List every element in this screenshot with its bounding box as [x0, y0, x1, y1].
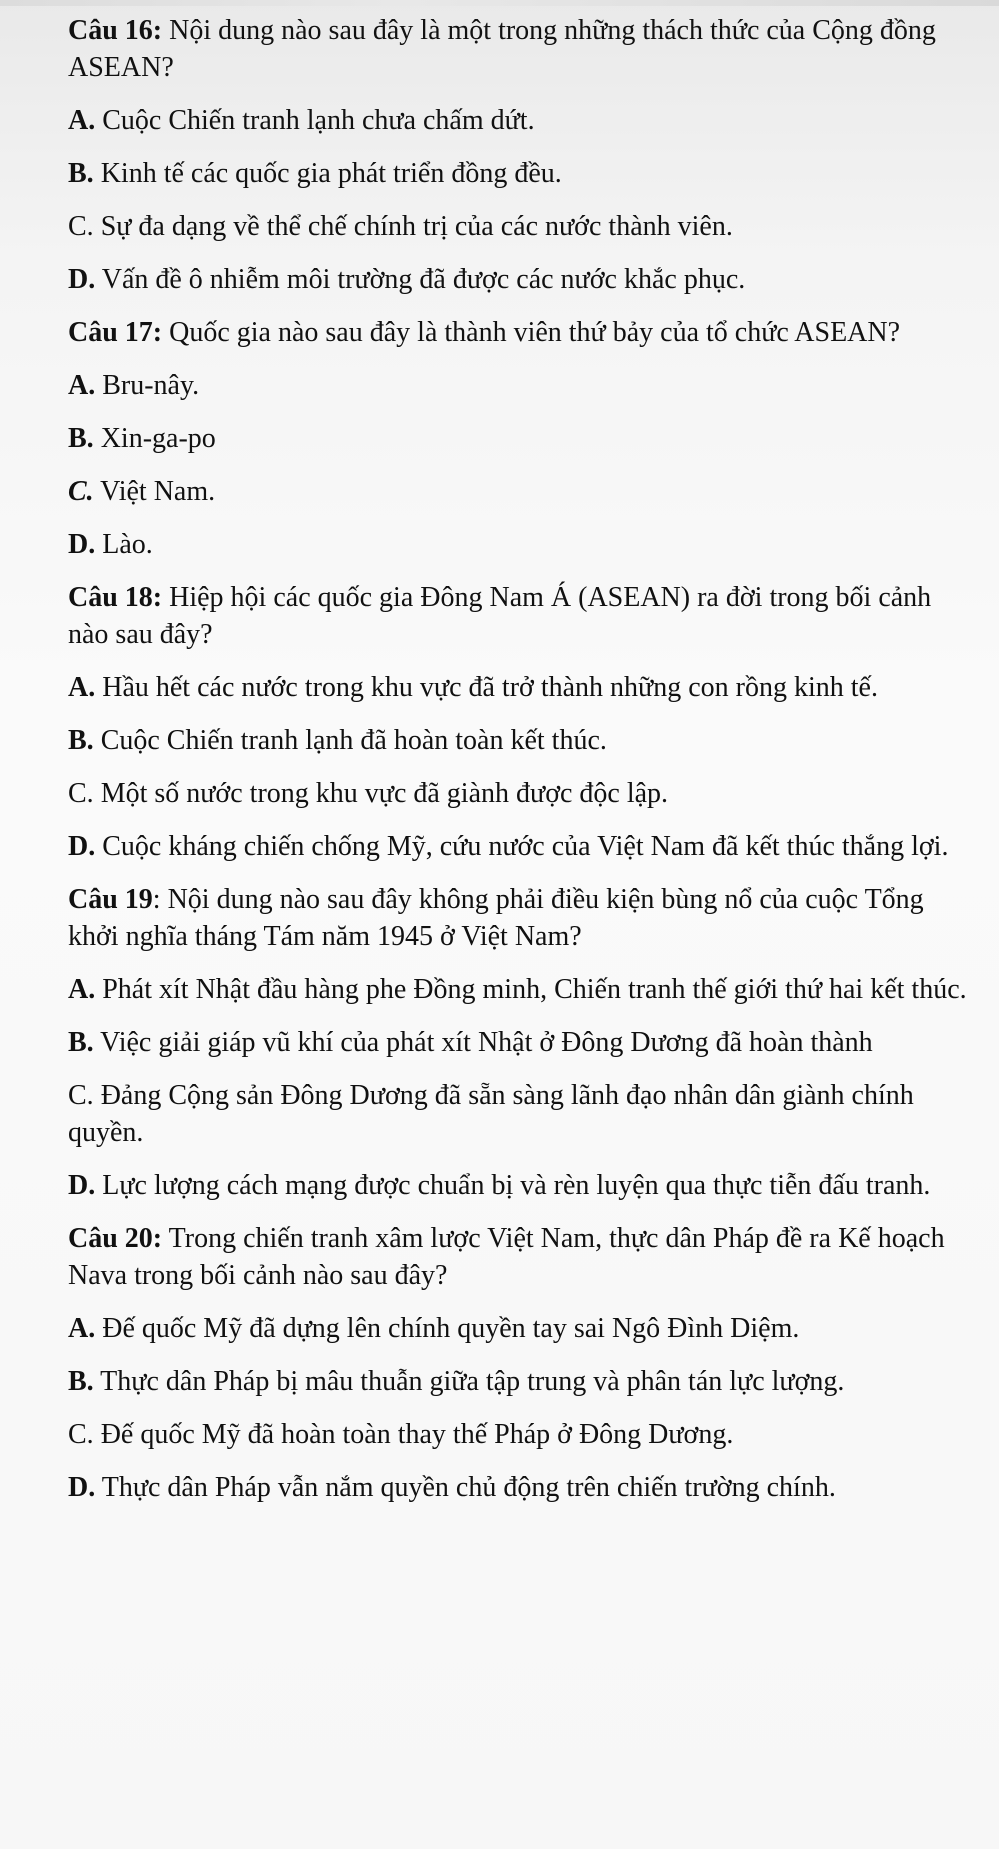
option-label: B.	[68, 1366, 94, 1397]
question-20	[68, 1220, 978, 1294]
option-label: B.	[68, 725, 94, 756]
question-number: Câu 17:	[68, 317, 163, 348]
option-a	[68, 971, 978, 1008]
option-d	[68, 1469, 978, 1506]
question-18	[68, 579, 978, 653]
option-c	[68, 1416, 978, 1453]
option-b	[68, 1024, 978, 1061]
option-label: B.	[68, 158, 94, 189]
option-a	[68, 367, 978, 404]
question-19	[68, 881, 978, 955]
option-text: Cuộc kháng chiến chống Mỹ, cứu nước của Việt Nam đã kết thúc thắng lợi.	[95, 831, 949, 862]
option-label: A.	[68, 105, 96, 136]
question-number: Câu 18:	[68, 582, 163, 613]
option-label: D.	[68, 831, 96, 862]
option-d	[68, 261, 978, 298]
option-label: A.	[68, 974, 96, 1005]
option-b	[68, 1363, 978, 1400]
option-text: Thực dân Pháp vẫn nắm quyền chủ động trên chiến trường chính.	[95, 1472, 836, 1503]
question-text: Trong chiến tranh xâm lược Việt Nam, thực dân Pháp đề ra Kế hoạch Nava trong bối cảnh nào sau đây?	[68, 1223, 945, 1291]
question-16	[68, 12, 978, 86]
option-a	[68, 102, 978, 139]
option-label: D.	[68, 1170, 96, 1201]
question-number: Câu 20:	[68, 1223, 163, 1254]
option-text: Vấn đề ô nhiễm môi trường đã được các nước khắc phục.	[95, 264, 746, 295]
option-text: Sự đa dạng về thể chế chính trị của các nước thành viên.	[93, 211, 733, 242]
option-text: Thực dân Pháp bị mâu thuẫn giữa tập trung và phân tán lực lượng.	[93, 1366, 845, 1397]
option-text: Phát xít Nhật đầu hàng phe Đồng minh, Chiến tranh thế giới thứ hai kết thúc.	[95, 974, 967, 1005]
option-text: Đế quốc Mỹ đã dựng lên chính quyền tay sai Ngô Đình Diệm.	[95, 1313, 800, 1344]
option-text: Việc giải giáp vũ khí của phát xít Nhật ở Đông Dương đã hoàn thành	[93, 1027, 873, 1058]
option-b	[68, 420, 978, 457]
option-label: B.	[68, 1027, 94, 1058]
option-text: Đảng Cộng sản Đông Dương đã sẵn sàng lãnh đạo nhân dân giành chính quyền.	[68, 1080, 914, 1148]
option-label: C.	[68, 211, 94, 242]
option-text: Hầu hết các nước trong khu vực đã trở thành những con rồng kinh tế.	[95, 672, 878, 703]
question-text: Nội dung nào sau đây là một trong những thách thức của Cộng đồng ASEAN?	[68, 15, 936, 83]
question-text: : Nội dung nào sau đây không phải điều kiện bùng nổ của cuộc Tổng khởi nghĩa tháng Tám năm 1945 ở Việt Nam?	[68, 884, 924, 952]
option-c	[68, 1077, 978, 1151]
question-number: Câu 16:	[68, 15, 163, 46]
option-text: Bru-nây.	[95, 370, 200, 401]
option-c	[68, 473, 978, 510]
option-b	[68, 722, 978, 759]
option-label: C.	[68, 1080, 94, 1111]
exam-page	[68, 12, 978, 1522]
option-text: Cuộc Chiến tranh lạnh chưa chấm dứt.	[95, 105, 535, 136]
option-text: Đế quốc Mỹ đã hoàn toàn thay thế Pháp ở Đông Dương.	[93, 1419, 734, 1450]
option-label: C.	[68, 476, 94, 507]
option-text: Lực lượng cách mạng được chuẩn bị và rèn luyện qua thực tiễn đấu tranh.	[95, 1170, 931, 1201]
option-d	[68, 828, 978, 865]
question-text: Quốc gia nào sau đây là thành viên thứ bảy của tổ chức ASEAN?	[162, 317, 901, 348]
option-text: Lào.	[95, 529, 153, 560]
option-text: Cuộc Chiến tranh lạnh đã hoàn toàn kết thúc.	[93, 725, 607, 756]
option-label: D.	[68, 529, 96, 560]
option-c	[68, 208, 978, 245]
option-label: A.	[68, 672, 96, 703]
option-label: B.	[68, 423, 94, 454]
option-d	[68, 526, 978, 563]
option-label: A.	[68, 370, 96, 401]
option-d	[68, 1167, 978, 1204]
option-label: A.	[68, 1313, 96, 1344]
question-number: Câu 19	[68, 884, 153, 915]
option-b	[68, 155, 978, 192]
question-text: Hiệp hội các quốc gia Đông Nam Á (ASEAN) ra đời trong bối cảnh nào sau đây?	[68, 582, 932, 650]
option-label: D.	[68, 1472, 96, 1503]
option-text: Xin-ga-po	[93, 423, 216, 454]
option-label: C.	[68, 778, 94, 809]
option-a	[68, 1310, 978, 1347]
option-text: Một số nước trong khu vực đã giành được độc lập.	[93, 778, 669, 809]
option-label: D.	[68, 264, 96, 295]
option-c	[68, 775, 978, 812]
top-toolbar-strip	[0, 0, 999, 6]
question-17	[68, 314, 978, 351]
option-label: C.	[68, 1419, 94, 1450]
option-text: Việt Nam.	[93, 476, 216, 507]
option-text: Kinh tế các quốc gia phát triển đồng đều.	[93, 158, 562, 189]
option-a	[68, 669, 978, 706]
